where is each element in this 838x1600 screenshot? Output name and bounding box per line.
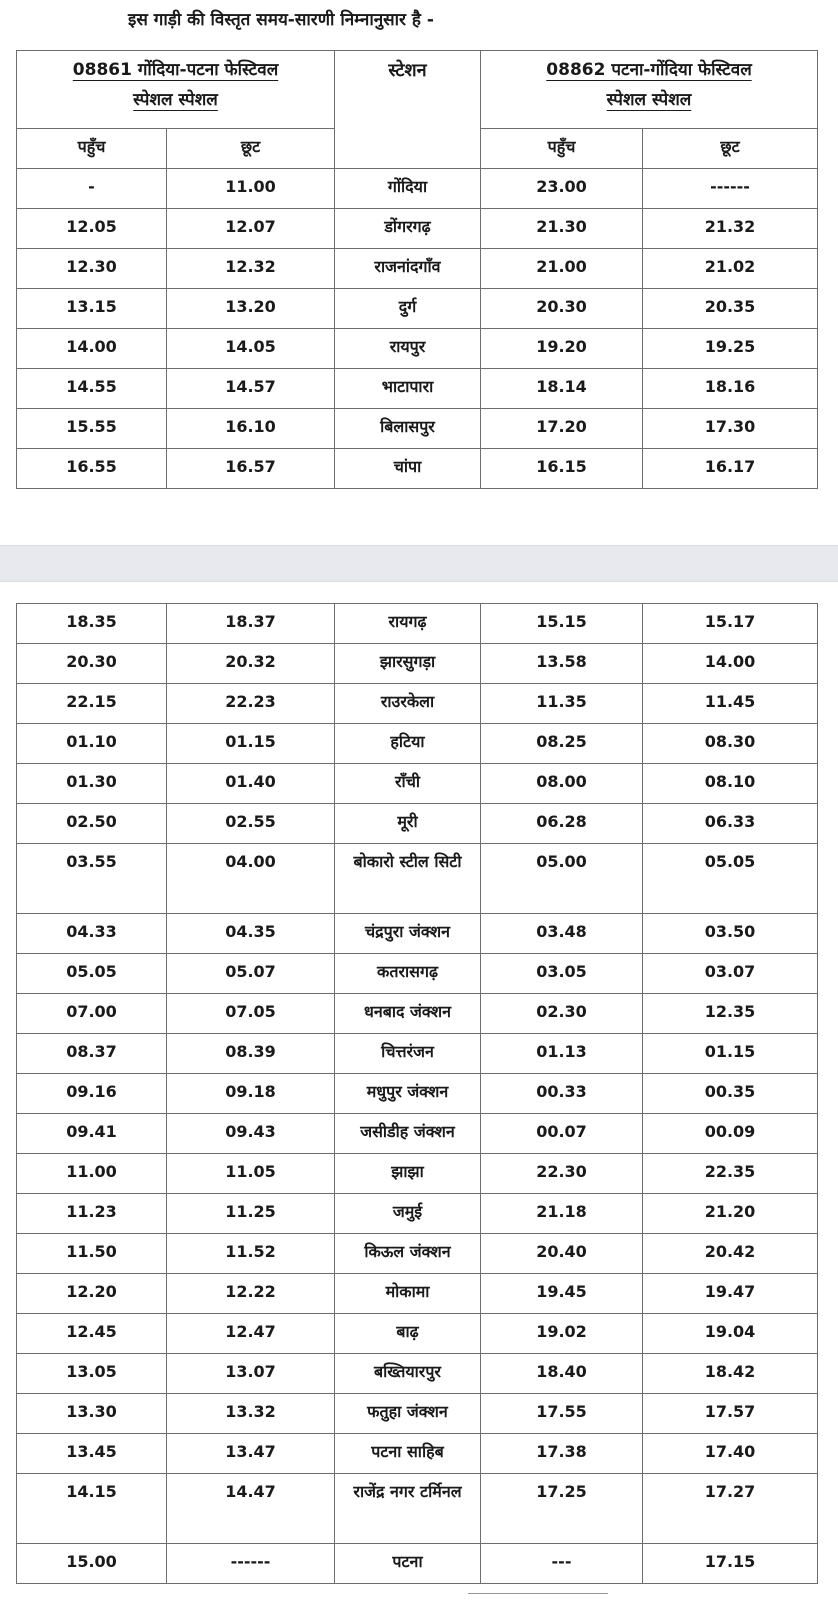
arrival-08861-cell: 14.15	[17, 1474, 167, 1544]
departure-08861-cell: 14.47	[167, 1474, 335, 1544]
arrival-08862-cell: 21.18	[481, 1194, 643, 1234]
train-08862-title: 08862 पटना-गोंदिया फेस्टिवल	[546, 60, 752, 80]
departure-08862-cell: 03.07	[643, 954, 818, 994]
departure-08862-cell: 11.45	[643, 684, 818, 724]
intro-text: इस गाड़ी की विस्तृत समय-सारणी निम्नानुसार है -	[128, 10, 434, 30]
departure-08862-cell: 22.35	[643, 1154, 818, 1194]
departure-08861-cell: 05.07	[167, 954, 335, 994]
departure-08861-cell: ------	[167, 1544, 335, 1584]
table-row	[17, 369, 818, 409]
arrival-08861-cell: 12.05	[17, 209, 167, 249]
table-row	[17, 954, 818, 994]
arrival-08862-cell: 20.30	[481, 289, 643, 329]
arrival-08862-cell: 08.25	[481, 724, 643, 764]
arrival-08862-cell: 00.33	[481, 1074, 643, 1114]
departure-08862-cell: 17.30	[643, 409, 818, 449]
station-name-cell: राजनांदगाँव	[335, 249, 481, 289]
departure-08862-cell: 19.47	[643, 1274, 818, 1314]
departure-08862-cell: 06.33	[643, 804, 818, 844]
table-row	[17, 1074, 818, 1114]
departure-08862-cell: 14.00	[643, 644, 818, 684]
arrival-08861-cell: -	[17, 169, 167, 209]
arrival-08861-cell: 03.55	[17, 844, 167, 914]
station-name-cell: चांपा	[335, 449, 481, 489]
arrival-08862-cell: 19.45	[481, 1274, 643, 1314]
arrival-08862-cell: 01.13	[481, 1034, 643, 1074]
departure-08861-cell: 13.32	[167, 1394, 335, 1434]
table-row	[17, 1314, 818, 1354]
departure-header-08861: छूट	[167, 129, 335, 169]
table-row	[17, 249, 818, 289]
departure-08861-cell: 11.25	[167, 1194, 335, 1234]
station-name-cell: जसीडीह जंक्शन	[335, 1114, 481, 1154]
arrival-08862-cell: 17.38	[481, 1434, 643, 1474]
arrival-08862-cell: 18.40	[481, 1354, 643, 1394]
arrival-08861-cell: 20.30	[17, 644, 167, 684]
departure-08861-cell: 01.15	[167, 724, 335, 764]
train-08861-title: 08861 गोंदिया-पटना फेस्टिवल	[72, 60, 279, 80]
timetable-table-top	[16, 50, 818, 489]
timetable-top-section	[0, 0, 838, 545]
table-row	[17, 1394, 818, 1434]
departure-08862-cell: 20.35	[643, 289, 818, 329]
departure-header-08862: छूट	[643, 129, 818, 169]
table-row	[17, 449, 818, 489]
arrival-08862-cell: 17.20	[481, 409, 643, 449]
departure-08861-cell: 11.05	[167, 1154, 335, 1194]
station-name-cell: हटिया	[335, 724, 481, 764]
departure-08861-cell: 07.05	[167, 994, 335, 1034]
departure-08861-cell: 16.10	[167, 409, 335, 449]
departure-08862-cell: 21.20	[643, 1194, 818, 1234]
departure-08862-cell: 17.40	[643, 1434, 818, 1474]
arrival-08862-cell: 21.30	[481, 209, 643, 249]
station-name-cell: जमुई	[335, 1194, 481, 1234]
departure-08861-cell: 20.32	[167, 644, 335, 684]
arrival-08861-cell: 12.45	[17, 1314, 167, 1354]
arrival-08862-cell: 23.00	[481, 169, 643, 209]
station-header-label: स्टेशन	[388, 60, 427, 81]
arrival-08861-cell: 13.30	[17, 1394, 167, 1434]
arrival-08861-cell: 09.16	[17, 1074, 167, 1114]
departure-08861-cell: 13.07	[167, 1354, 335, 1394]
arrival-08861-cell: 15.55	[17, 409, 167, 449]
arrival-08861-cell: 01.30	[17, 764, 167, 804]
departure-08862-cell: 08.30	[643, 724, 818, 764]
arrival-08861-cell: 12.30	[17, 249, 167, 289]
timetable-table-bottom	[16, 603, 818, 1584]
departure-08862-cell: 05.05	[643, 844, 818, 914]
train-08862-header	[481, 51, 818, 129]
departure-08861-cell: 12.32	[167, 249, 335, 289]
departure-08861-cell: 16.57	[167, 449, 335, 489]
departure-08861-cell: 13.20	[167, 289, 335, 329]
station-name-cell: मूरी	[335, 804, 481, 844]
departure-08861-cell: 04.00	[167, 844, 335, 914]
table-row	[17, 1034, 818, 1074]
departure-08862-cell: 20.42	[643, 1234, 818, 1274]
departure-08862-cell: 18.16	[643, 369, 818, 409]
arrival-08862-cell: 20.40	[481, 1234, 643, 1274]
departure-08862-cell: 01.15	[643, 1034, 818, 1074]
departure-08861-cell: 08.39	[167, 1034, 335, 1074]
departure-08861-cell: 12.07	[167, 209, 335, 249]
departure-08861-cell: 11.00	[167, 169, 335, 209]
table-row	[17, 1434, 818, 1474]
table-row	[17, 1544, 818, 1584]
arrival-08862-cell: 18.14	[481, 369, 643, 409]
station-name-cell: बख्तियारपुर	[335, 1354, 481, 1394]
station-name-cell: पटना	[335, 1544, 481, 1584]
departure-08861-cell: 12.47	[167, 1314, 335, 1354]
arrival-08862-cell: 03.48	[481, 914, 643, 954]
departure-08862-cell: 03.50	[643, 914, 818, 954]
departure-08862-cell: 00.35	[643, 1074, 818, 1114]
station-name-cell: बिलासपुर	[335, 409, 481, 449]
departure-08861-cell: 14.05	[167, 329, 335, 369]
station-name-cell: पटना साहिब	[335, 1434, 481, 1474]
departure-08861-cell: 12.22	[167, 1274, 335, 1314]
departure-08861-cell: 22.23	[167, 684, 335, 724]
table-row	[17, 604, 818, 644]
arrival-08861-cell: 08.37	[17, 1034, 167, 1074]
arrival-08861-cell: 11.23	[17, 1194, 167, 1234]
departure-08862-cell: 08.10	[643, 764, 818, 804]
departure-08862-cell: 15.17	[643, 604, 818, 644]
arrival-08862-cell: 02.30	[481, 994, 643, 1034]
departure-08862-cell: 19.04	[643, 1314, 818, 1354]
departure-08861-cell: 02.55	[167, 804, 335, 844]
departure-08861-cell: 09.43	[167, 1114, 335, 1154]
departure-08861-cell: 13.47	[167, 1434, 335, 1474]
station-name-cell: राउरकेला	[335, 684, 481, 724]
arrival-08861-cell: 04.33	[17, 914, 167, 954]
table-row	[17, 844, 818, 914]
arrival-08861-cell: 18.35	[17, 604, 167, 644]
station-name-cell: चंद्रपुरा जंक्शन	[335, 914, 481, 954]
departure-08861-cell: 11.52	[167, 1234, 335, 1274]
station-name-cell: चित्तरंजन	[335, 1034, 481, 1074]
departure-08862-cell: 18.42	[643, 1354, 818, 1394]
station-name-cell: किऊल जंक्शन	[335, 1234, 481, 1274]
departure-08861-cell: 14.57	[167, 369, 335, 409]
table-row	[17, 1194, 818, 1234]
departure-08861-cell: 18.37	[167, 604, 335, 644]
station-name-cell: रायपुर	[335, 329, 481, 369]
arrival-08862-cell: 19.20	[481, 329, 643, 369]
arrival-08861-cell: 11.50	[17, 1234, 167, 1274]
arrival-08862-cell: 06.28	[481, 804, 643, 844]
arrival-08861-cell: 09.41	[17, 1114, 167, 1154]
arrival-08861-cell: 01.10	[17, 724, 167, 764]
arrival-08861-cell: 15.00	[17, 1544, 167, 1584]
departure-08862-cell: ------	[643, 169, 818, 209]
station-name-cell: भाटापारा	[335, 369, 481, 409]
station-name-cell: बाढ़	[335, 1314, 481, 1354]
arrival-08862-cell: 05.00	[481, 844, 643, 914]
arrival-08862-cell: 17.25	[481, 1474, 643, 1544]
table-row	[17, 724, 818, 764]
table-row	[17, 1154, 818, 1194]
departure-08861-cell: 09.18	[167, 1074, 335, 1114]
table-row	[17, 644, 818, 684]
station-name-cell: कतरासगढ़	[335, 954, 481, 994]
departure-08862-cell: 21.32	[643, 209, 818, 249]
train-08862-subtitle: स्पेशल स्पेशल	[606, 90, 692, 110]
table-row	[17, 914, 818, 954]
arrival-08861-cell: 13.15	[17, 289, 167, 329]
arrival-08861-cell: 13.05	[17, 1354, 167, 1394]
arrival-08862-cell: 19.02	[481, 1314, 643, 1354]
station-name-cell: झाझा	[335, 1154, 481, 1194]
station-name-cell: दुर्ग	[335, 289, 481, 329]
arrival-08861-cell: 14.55	[17, 369, 167, 409]
arrival-08862-cell: 17.55	[481, 1394, 643, 1434]
departure-08862-cell: 17.15	[643, 1544, 818, 1584]
arrival-08861-cell: 14.00	[17, 329, 167, 369]
arrival-08862-cell: 00.07	[481, 1114, 643, 1154]
page-break-divider	[0, 545, 838, 582]
station-name-cell: फतुहा जंक्शन	[335, 1394, 481, 1434]
arrival-08861-cell: 05.05	[17, 954, 167, 994]
station-name-cell: बोकारो स्टील सिटी	[335, 844, 481, 914]
train-08861-subtitle: स्पेशल स्पेशल	[133, 90, 218, 110]
table-row	[17, 764, 818, 804]
arrival-header-08861: पहुँच	[17, 129, 167, 169]
station-column-header	[335, 51, 481, 169]
arrival-08862-cell: 11.35	[481, 684, 643, 724]
train-08861-header	[17, 51, 335, 129]
departure-08862-cell: 16.17	[643, 449, 818, 489]
station-name-cell: मधुपुर जंक्शन	[335, 1074, 481, 1114]
arrival-08862-cell: 16.15	[481, 449, 643, 489]
station-name-cell: रायगढ़	[335, 604, 481, 644]
departure-08862-cell: 00.09	[643, 1114, 818, 1154]
arrival-header-08862: पहुँच	[481, 129, 643, 169]
table-row	[17, 1114, 818, 1154]
table-row	[17, 289, 818, 329]
table-row	[17, 1354, 818, 1394]
arrival-08861-cell: 16.55	[17, 449, 167, 489]
departure-08861-cell: 01.40	[167, 764, 335, 804]
arrival-08861-cell: 02.50	[17, 804, 167, 844]
departure-08862-cell: 12.35	[643, 994, 818, 1034]
table-row	[17, 1274, 818, 1314]
footer-rule	[468, 1593, 608, 1594]
station-name-cell: राँची	[335, 764, 481, 804]
table-row	[17, 409, 818, 449]
table-row	[17, 994, 818, 1034]
arrival-08861-cell: 07.00	[17, 994, 167, 1034]
arrival-08861-cell: 12.20	[17, 1274, 167, 1314]
arrival-08862-cell: 13.58	[481, 644, 643, 684]
station-name-cell: गोंदिया	[335, 169, 481, 209]
arrival-08862-cell: 22.30	[481, 1154, 643, 1194]
arrival-08862-cell: 21.00	[481, 249, 643, 289]
arrival-08862-cell: 03.05	[481, 954, 643, 994]
table-row	[17, 329, 818, 369]
table-row	[17, 209, 818, 249]
departure-08862-cell: 19.25	[643, 329, 818, 369]
table-row	[17, 169, 818, 209]
departure-08861-cell: 04.35	[167, 914, 335, 954]
station-name-cell: राजेंद्र नगर टर्मिनल	[335, 1474, 481, 1544]
station-name-cell: मोकामा	[335, 1274, 481, 1314]
arrival-08862-cell: 08.00	[481, 764, 643, 804]
arrival-08862-cell: 15.15	[481, 604, 643, 644]
departure-08862-cell: 17.27	[643, 1474, 818, 1544]
station-name-cell: धनबाद जंक्शन	[335, 994, 481, 1034]
arrival-08861-cell: 11.00	[17, 1154, 167, 1194]
departure-08862-cell: 17.57	[643, 1394, 818, 1434]
departure-08862-cell: 21.02	[643, 249, 818, 289]
table-row	[17, 1234, 818, 1274]
table-row	[17, 1474, 818, 1544]
arrival-08861-cell: 13.45	[17, 1434, 167, 1474]
table-row	[17, 684, 818, 724]
arrival-08861-cell: 22.15	[17, 684, 167, 724]
arrival-08862-cell: ---	[481, 1544, 643, 1584]
station-name-cell: झारसुगड़ा	[335, 644, 481, 684]
table-row	[17, 804, 818, 844]
station-name-cell: डोंगरगढ़	[335, 209, 481, 249]
